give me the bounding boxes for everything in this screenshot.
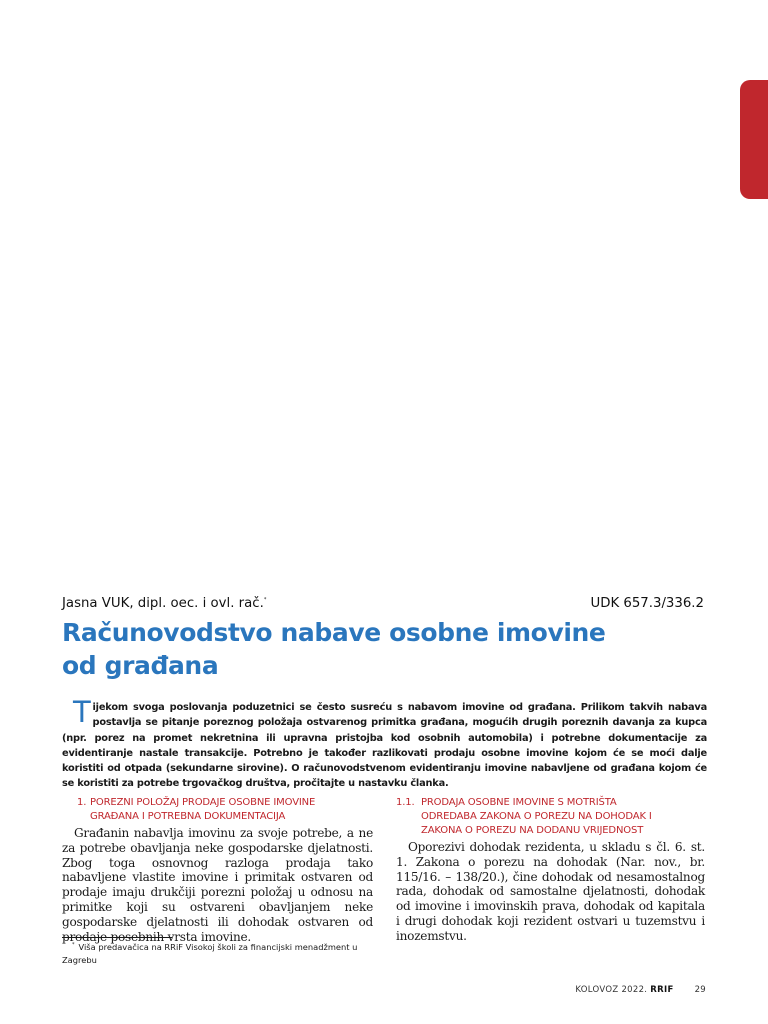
author-footnote-mark: * (263, 597, 267, 603)
footnote-divider (62, 937, 172, 938)
author-name: Jasna VUK, dipl. oec. i ovl. rač. (62, 596, 264, 611)
section-1-heading-line-1: POREZNI POLOŽAJ PRODAJE OSOBNE IMOVINE (90, 797, 316, 808)
footer-brand: RRIF (650, 985, 674, 995)
article-title (62, 616, 605, 682)
section-1-number: 1. (77, 797, 87, 808)
section-1-heading-line-2: GRAĐANA I POTREBNA DOKUMENTACIJA (90, 811, 286, 822)
footnote-text: Viša predavačica na RRiF Visokoj školi za financijski menadžment u Zagrebu (62, 942, 358, 965)
section-tab-marker (740, 80, 768, 199)
page-footer (575, 985, 706, 995)
lead-text: ijekom svoga poslovanja poduzetnici se često susreću s nabavom imovine od građana. Prilikom takvih nabava postavlja se pitanje poreznog položaja ostvarenog primitka građana, mogućih drugih poreznih davanja za kupca (npr. porez na promet nekretnina ili upravna pristojba kod osobnih automobila) i potrebne dokumentacije za evidentiranje nastale transakcije. Potrebno je također razlikovati prodaju osobne imovine kojom će se moći dalje koristiti od otpada (sekundarne sirovine). O računovodstvenom evidentiranju imovine nabavljene od građana kojom će se koristiti za potrebe trgovačkog društva, pročitajte u nastavku članka. (62, 702, 707, 790)
footnote (62, 939, 374, 967)
footer-issue: KOLOVOZ 2022. (575, 985, 648, 995)
section-1-1-body: Oporezivi dohodak rezidenta, u skladu s čl. 6. st. 1. Zakona o porezu na dohodak (Nar. nov., br. 115/16. – 138/20.), čine dohodak od nesamostalnog rada, dohodak od samostalne djelatnosti, dohodak od imovine i imovinskih prava, dohodak od kapitala i drugi dohodak koji rezident ostvari u tuzemstvu i inozemstvu. (396, 840, 705, 943)
section-1-1-heading (396, 796, 705, 838)
page-number: 29 (694, 985, 706, 995)
article-title-line-2: od građana (62, 651, 219, 680)
udk-classification: UDK 657.3/336.2 (590, 596, 704, 611)
right-column (396, 796, 705, 944)
section-1-1-number: 1.1. (396, 797, 415, 808)
section-1-1-heading-line-1: PRODAJA OSOBNE IMOVINE S MOTRIŠTA (421, 797, 617, 808)
section-1-heading (62, 796, 373, 824)
author-byline (62, 596, 266, 611)
left-column (62, 796, 373, 944)
section-1-body: Građanin nabavlja imovinu za svoje potrebe, a ne za potrebe obavljanja neke gospodarske djelatnosti. Zbog toga osnovnog razloga prodaja tako nabavljene vlastite imovine i primitak ostvaren od prodaje imaju drukčiji porezni položaj u odnosu na primitke koji su ostvareni obavljanjem neke gospodarske djelatnosti ili dohodak ostvaren od prodaje posebnih vrsta imovine. (62, 826, 373, 944)
article-title-line-1: Računovodstvo nabave osobne imovine (62, 618, 606, 647)
article-lead (62, 695, 707, 792)
section-1-1-heading-line-3: ZAKONA O POREZU NA DODANU VRIJEDNOST (421, 825, 644, 836)
footnote-mark: * (72, 942, 75, 948)
section-1-1-heading-line-2: ODREDABA ZAKONA O POREZU NA DOHODAK I (421, 811, 652, 822)
lead-dropcap: T (73, 695, 91, 729)
